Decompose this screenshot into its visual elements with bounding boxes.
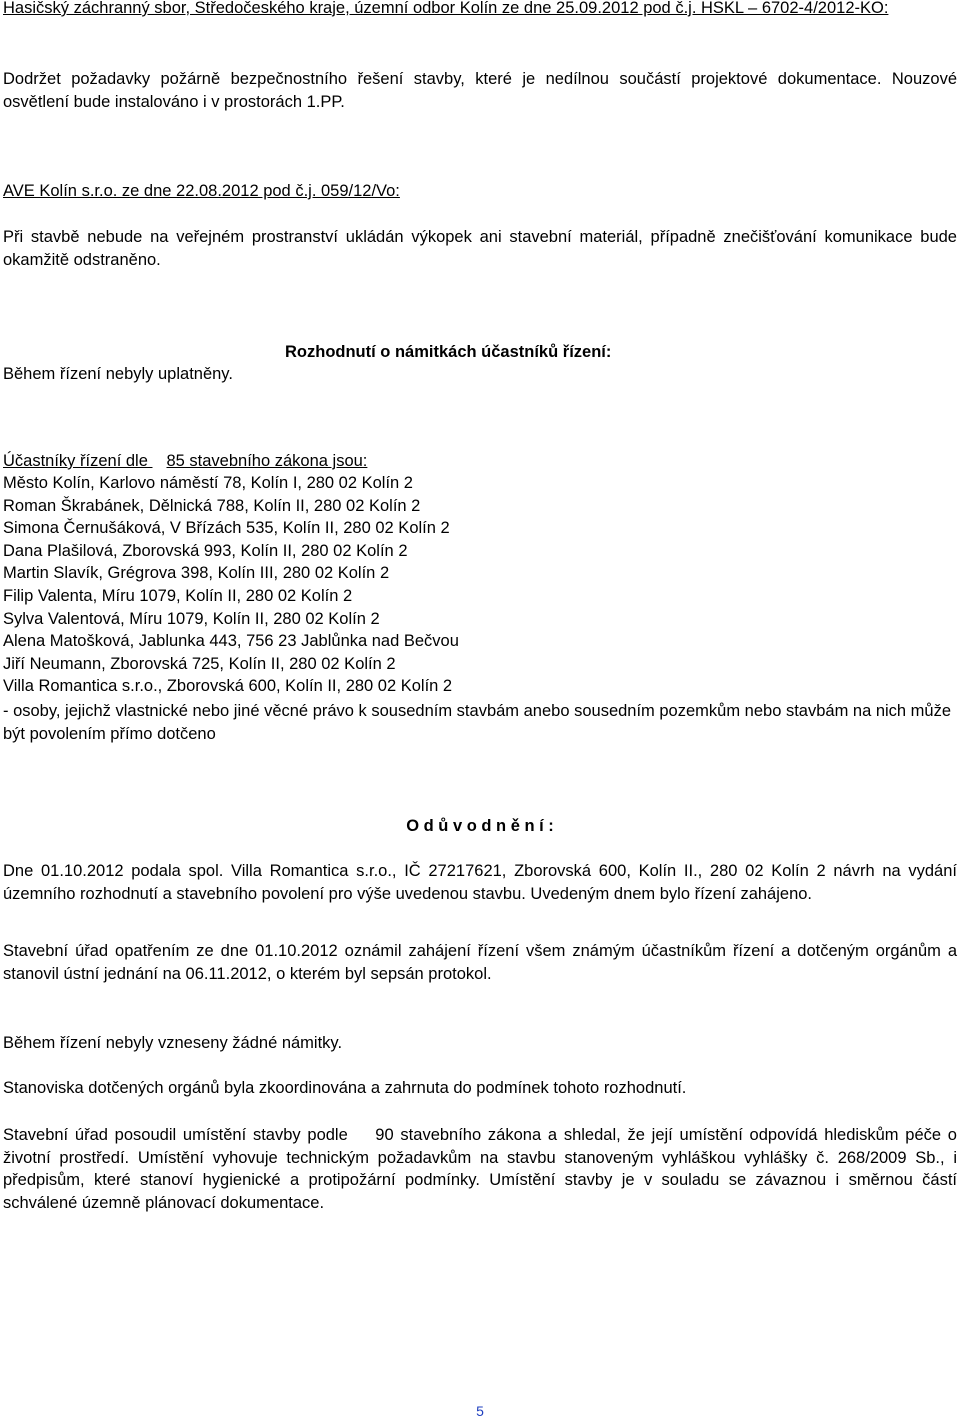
page-number: 5 <box>476 1403 484 1419</box>
reasoning-heading <box>3 815 957 838</box>
ave-header <box>3 180 957 203</box>
participant-item: Filip Valenta, Míru 1079, Kolín II, 280 02 Kolín 2 <box>3 586 353 605</box>
participants-note: - osoby, jejichž vlastnické nebo jiné věcné právo k sousedním stavbám anebo sousedním pozemkům nebo stavbám na nich může být povolením přímo dotčeno <box>3 702 952 743</box>
participant-item: Martin Slavík, Grégrova 398, Kolín III, 280 02 Kolín 2 <box>3 564 390 583</box>
reasoning-paragraph-5 <box>3 1124 957 1214</box>
reasoning-paragraph-3: Během řízení nebyly vzneseny žádné námitky. <box>3 1034 343 1052</box>
ave-text: Při stavbě nebude na veřejném prostranství ukládán výkopek ani stavební materiál, případně znečišťování komunikace bude okamžitě odstraněno. <box>3 228 957 269</box>
participant-item: Dana Plašilová, Zborovská 993, Kolín II, 280 02 Kolín 2 <box>3 541 408 560</box>
reasoning-p5-before: Stavební úřad posoudil umístění stavby podle <box>3 1126 355 1144</box>
hskl-header <box>3 0 957 20</box>
participants-intro-number: 85 stavebního zákona jsou: <box>166 452 368 470</box>
hskl-header-text: Hasičský záchranný sbor, Středočeského kraje, územní odbor Kolín ze dne 25.09.2012 pod č.j. HSKL – 6702-4/2012-KO: <box>3 0 889 17</box>
participant-item: Jiří Neumann, Zborovská 725, Kolín II, 280 02 Kolín 2 <box>3 654 396 673</box>
reasoning-paragraph-1: Dne 01.10.2012 podala spol. Villa Romantica s.r.o., IČ 27217621, Zborovská 600, Kolín II., 280 02 Kolín 2 návrh na vydání územního rozhodnutí a stavebního povolení pro výše uvedenou stavbu. Uvedeným dnem bylo řízení zahájeno. <box>3 862 957 903</box>
participant-item: Roman Škrabánek, Dělnická 788, Kolín II, 280 02 Kolín 2 <box>3 496 421 515</box>
participants-list <box>3 472 957 698</box>
participants-intro <box>3 450 957 473</box>
participant-item: Alena Matošková, Jablunka 443, 756 23 Jablůnka nad Bečvou <box>3 632 459 651</box>
objections-heading-text: Rozhodnutí o námitkách účastníků řízení: <box>285 343 612 361</box>
participant-item: Sylva Valentová, Míru 1079, Kolín II, 280 02 Kolín 2 <box>3 609 380 628</box>
ave-header-text: AVE Kolín s.r.o. ze dne 22.08.2012 pod č.j. 059/12/Vo: <box>3 182 400 200</box>
hskl-text: Dodržet požadavky požárně bezpečnostního řešení stavby, které je nedílnou součástí projektové dokumentace. Nouzové osvětlení bude instalováno i v prostorách 1.PP. <box>3 70 957 111</box>
objections-text: Během řízení nebyly uplatněny. <box>3 365 233 383</box>
reasoning-paragraph-4: Stanoviska dotčených orgánů byla zkoordinována a zahrnuta do podmínek tohoto rozhodnutí. <box>3 1079 687 1097</box>
reasoning-p5-after: 90 stavebního zákona a shledal, že její umístění odpovídá hlediskům péče o životní prostředí. Umístění vyhovuje technickým požadavkům na stavbu stanoveným vyhláškou vyhlášky č. 268/2009 Sb., i předpisům, které stanoví hygienické a protipožární podmínky. Umístění stavby je v souladu se závaznou i směrnou částí schválené územně plánovací dokumentace. <box>3 1126 957 1212</box>
participant-item: Město Kolín, Karlovo náměstí 78, Kolín I, 280 02 Kolín 2 <box>3 474 413 492</box>
participant-item: Simona Černušáková, V Břízách 535, Kolín II, 280 02 Kolín 2 <box>3 519 450 538</box>
reasoning-heading-text: O d ů v o d n ě n í : <box>406 817 554 835</box>
participant-item: Villa Romantica s.r.o., Zborovská 600, Kolín II, 280 02 Kolín 2 <box>3 677 453 696</box>
objections-heading <box>285 341 885 364</box>
participants-intro-before: Účastníky řízení dle <box>3 452 153 470</box>
reasoning-paragraph-2: Stavební úřad opatřením ze dne 01.10.2012 oznámil zahájení řízení všem známým účastníkům řízení a dotčeným orgánům a stanovil ústní jednání na 06.11.2012, o kterém byl sepsán protokol. <box>3 942 957 983</box>
